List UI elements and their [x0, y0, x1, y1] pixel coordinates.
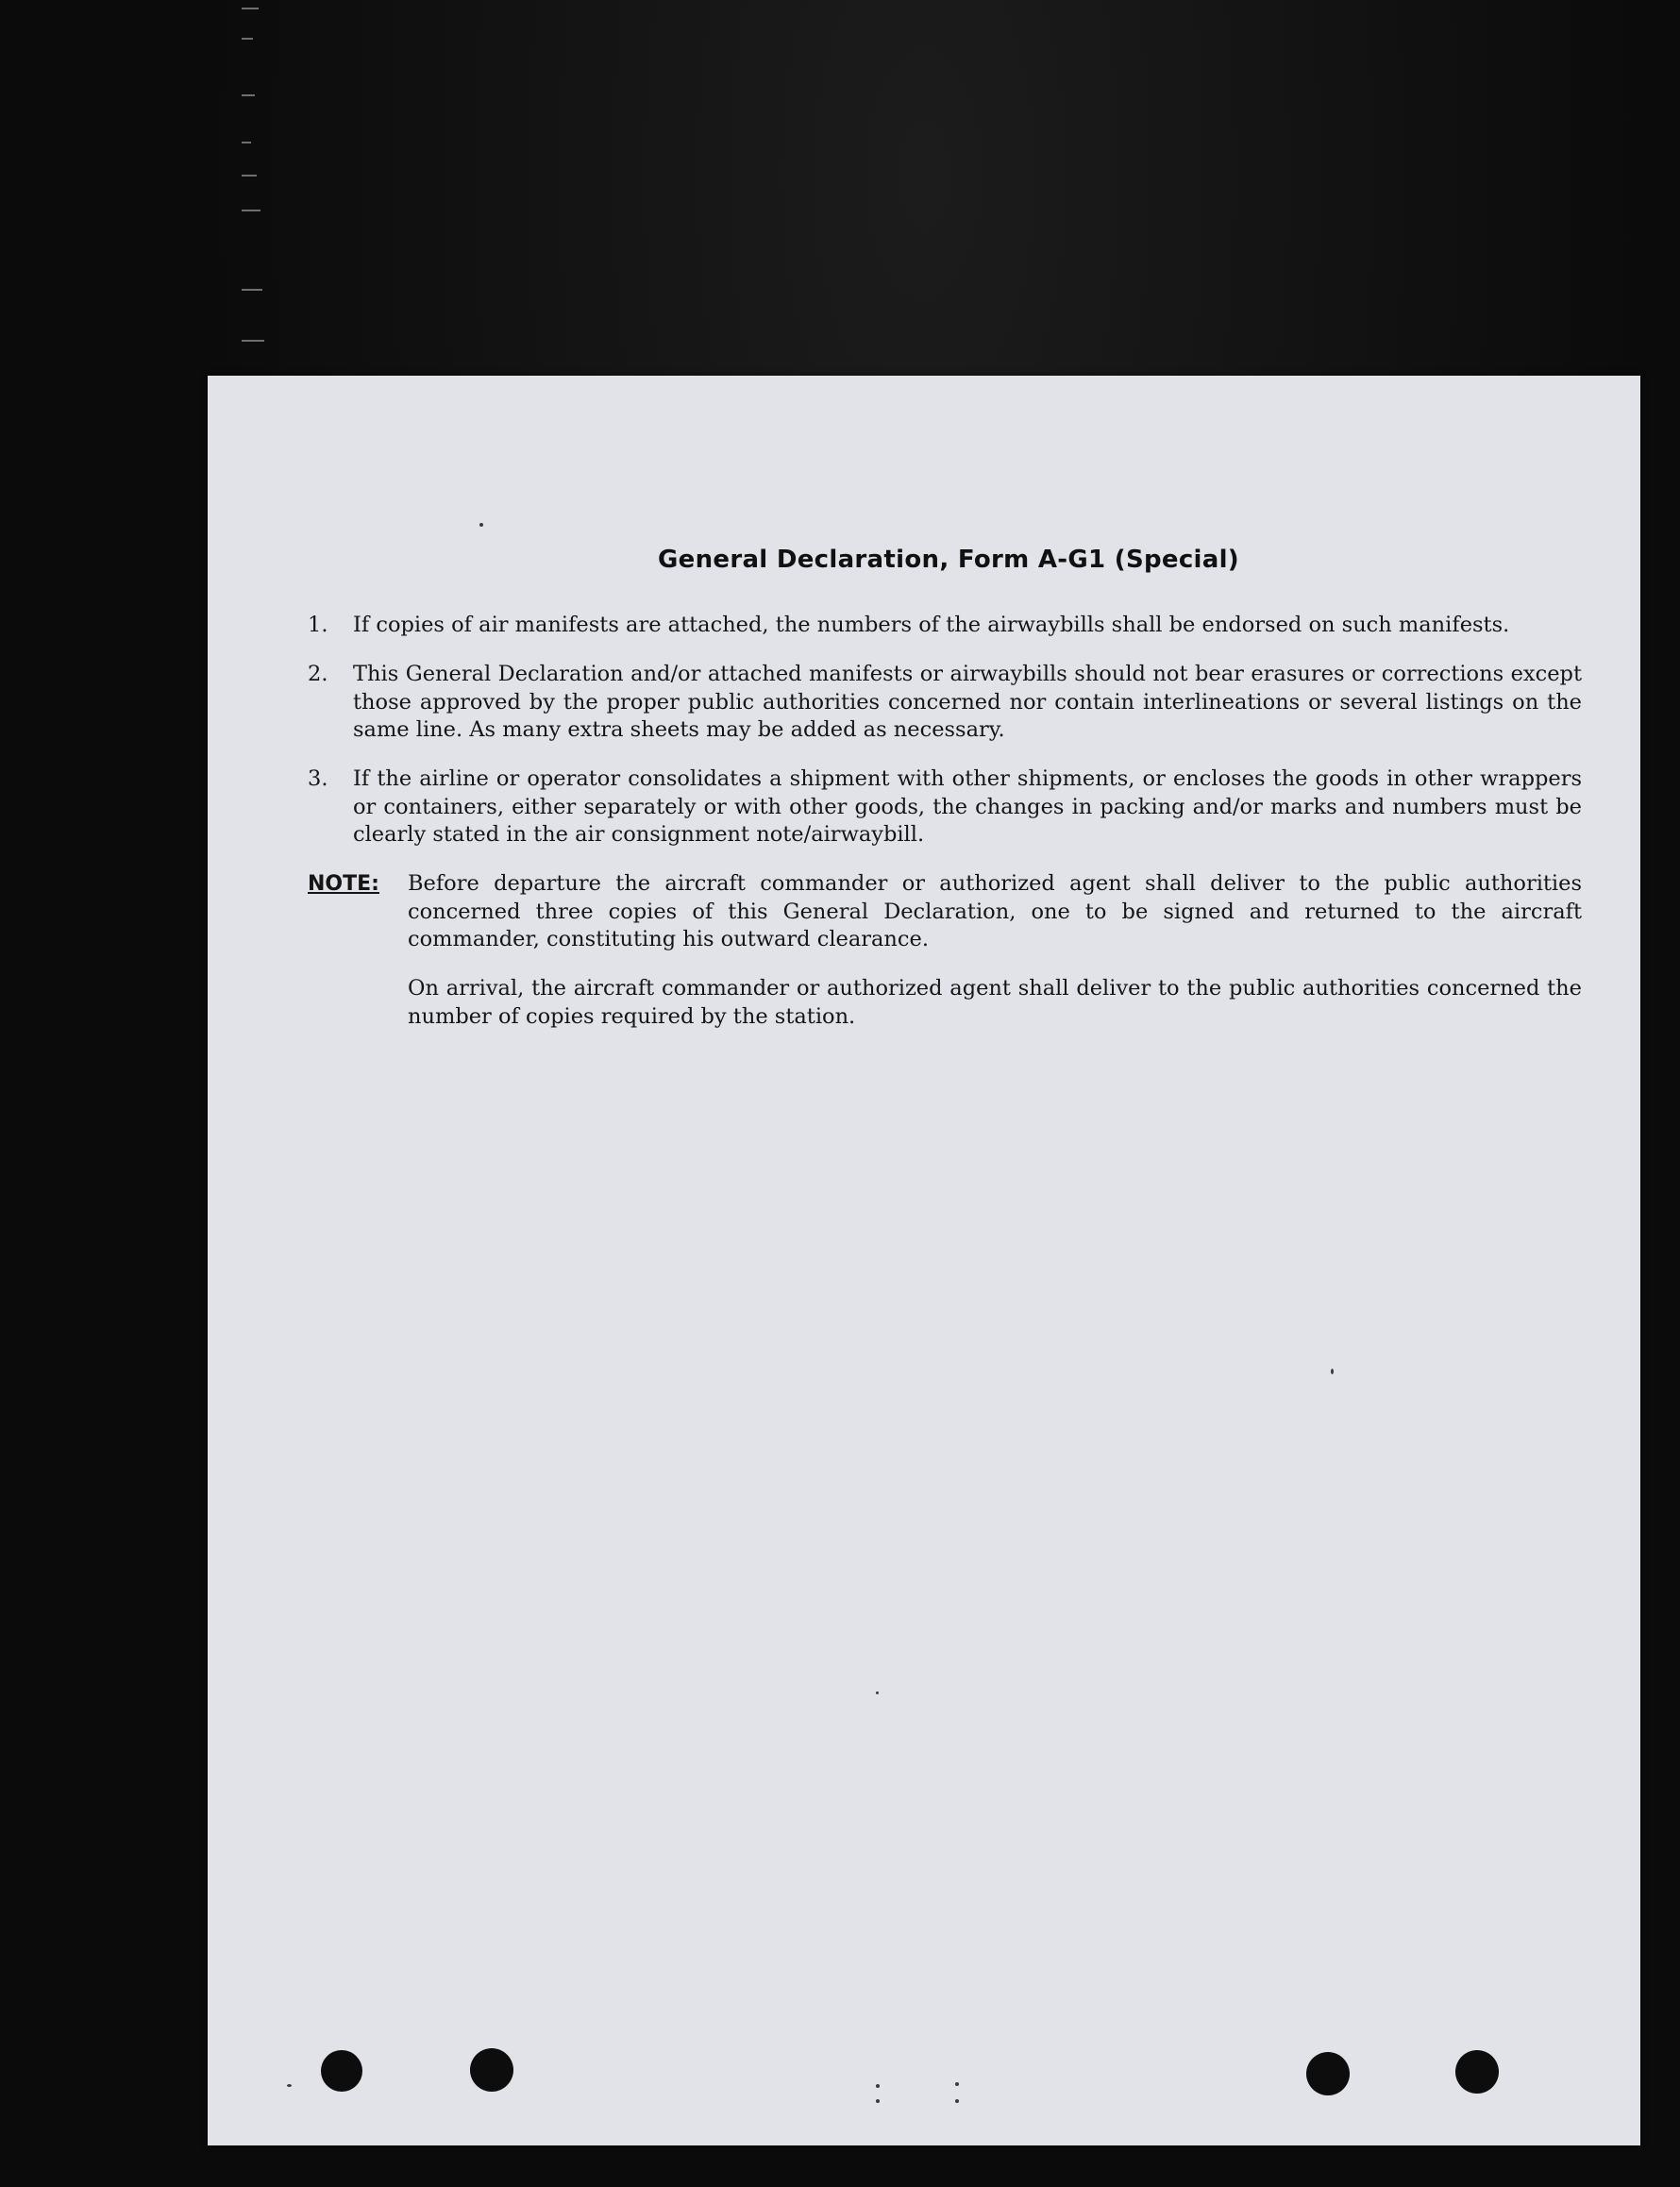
- instruction-item-1: [308, 612, 1582, 640]
- item-number: 3.: [308, 766, 328, 791]
- document-title: General Declaration, Form A-G1 (Special): [658, 546, 1239, 574]
- item-number: 2.: [308, 662, 328, 686]
- item-text: This General Declaration and/or attached manifests or airwaybills should not bear erasures or corrections except those approved by the proper public authorities concerned nor contain interlineations or several listings on the same line. As many extra sheets may be added as necessary.: [353, 662, 1582, 742]
- instruction-item-2: [308, 661, 1582, 745]
- scan-speck: [955, 2082, 959, 2086]
- scan-speck: [876, 2099, 880, 2103]
- scan-speck: [1331, 1369, 1334, 1374]
- instruction-item-3: [308, 765, 1582, 850]
- note-section: [308, 870, 1582, 954]
- punch-hole: [470, 2048, 513, 2092]
- note-paragraph-1: Before departure the aircraft commander or authorized agent shall deliver to the public authorities concerned three copies of this General Declaration, one to be signed and returned to the aircraft commander, constituting his outward clearance.: [408, 871, 1582, 951]
- scan-speck: [876, 2084, 880, 2088]
- note-paragraph-2: On arrival, the aircraft commander or authorized agent shall deliver to the public authorities concerned the number of copies required by the station.: [408, 976, 1582, 1029]
- punch-hole: [321, 2050, 362, 2092]
- scan-speck: [955, 2099, 959, 2103]
- item-text: If copies of air manifests are attached, the numbers of the airwaybills shall be endorsed on such manifests.: [353, 613, 1510, 637]
- film-edge-marks: [242, 0, 270, 359]
- scan-speck: [479, 523, 483, 527]
- document-page: [208, 376, 1640, 2145]
- scan-speck: [287, 2084, 292, 2087]
- note-label: NOTE:: [308, 872, 379, 896]
- scan-speck: [876, 1691, 879, 1694]
- item-number: 1.: [308, 613, 328, 637]
- punch-hole: [1455, 2050, 1499, 2094]
- punch-hole: [1306, 2052, 1350, 2095]
- item-text: If the airline or operator consolidates a shipment with other shipments, or encloses the goods in other wrappers or containers, either separately or with other goods, the changes in packing and/or marks and numbers must be clearly stated in the air consignment note/airwaybill.: [353, 766, 1582, 847]
